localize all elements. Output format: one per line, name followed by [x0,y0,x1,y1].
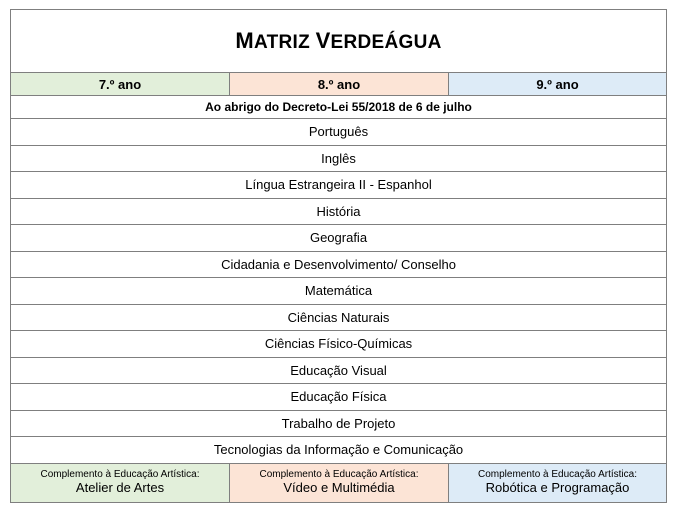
subject-row: Educação Visual [11,357,667,384]
complement-value: Robótica e Programação [485,479,630,495]
subject-row: Cidadania e Desenvolvimento/ Conselho [11,251,667,278]
subject-row: Português [11,119,667,146]
year-header-9: 9.º ano [449,73,667,96]
subject-row: Geografia [11,225,667,252]
subject-row: Tecnologias da Informação e Comunicação [11,437,667,464]
complement-cell-9 [449,463,667,502]
complement-cell-7 [11,463,230,502]
subject-row: Matemática [11,278,667,305]
complement-label: Complemento à Educação Artística: [40,469,200,481]
subject-row: Inglês [11,145,667,172]
complement-cell-8 [230,463,449,502]
page-title: MATRIZ VERDEÁGUA [11,10,667,73]
subject-row: Trabalho de Projeto [11,410,667,437]
subject-row: Educação Física [11,384,667,411]
year-header-7: 7.º ano [11,73,230,96]
subject-row: Ciências Naturais [11,304,667,331]
complement-value: Atelier de Artes [75,479,165,495]
subject-row: História [11,198,667,225]
year-header-8: 8.º ano [230,73,449,96]
complement-label: Complemento à Educação Artística: [478,469,637,481]
complement-value: Vídeo e Multimédia [283,479,395,495]
matrix-table [10,9,667,503]
subject-row: Ciências Físico-Químicas [11,331,667,358]
matrix-document [10,9,666,503]
complement-label: Complemento à Educação Artística: [259,469,419,481]
decree-note: Ao abrigo do Decreto-Lei 55/2018 de 6 de julho [11,96,667,119]
subject-row: Língua Estrangeira II - Espanhol [11,172,667,199]
